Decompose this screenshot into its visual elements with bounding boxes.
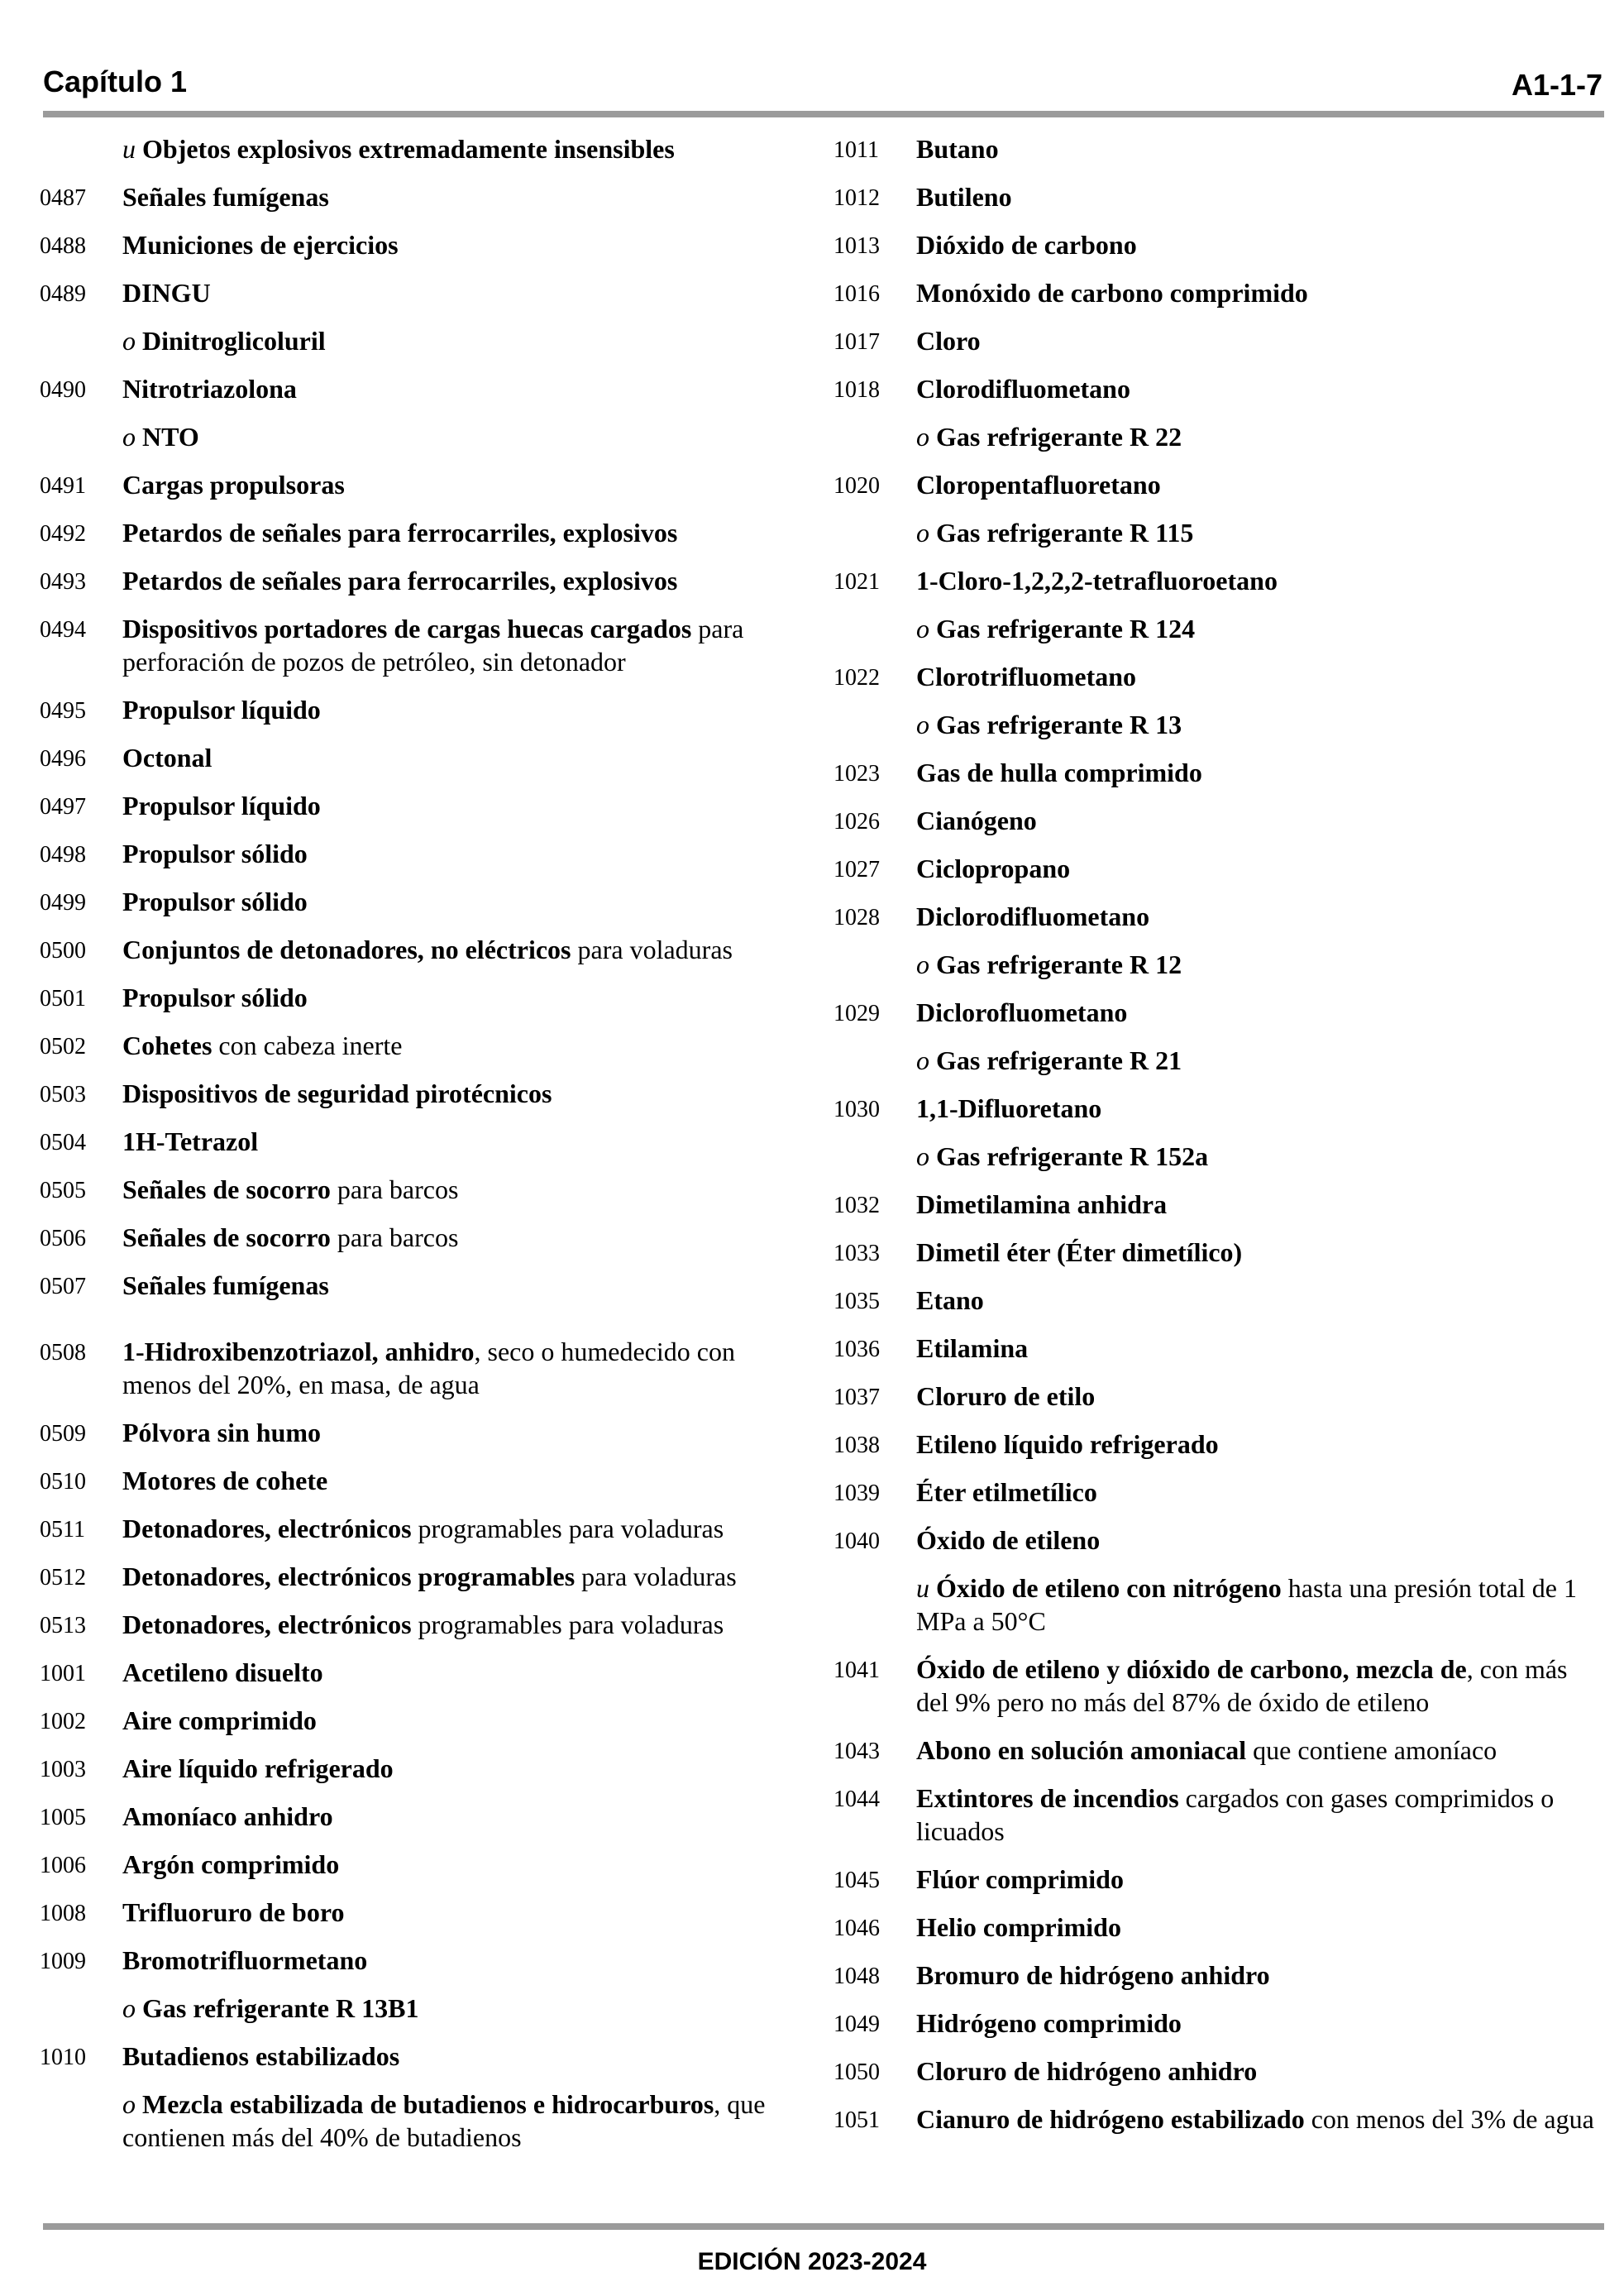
connector: o [916, 1045, 936, 1075]
list-item [833, 564, 1594, 597]
list-item [833, 1863, 1594, 1896]
un-number: 0498 [40, 842, 86, 868]
list-item [833, 372, 1594, 405]
list-item [40, 1029, 800, 1062]
substance-name: Nitrotriazolona [122, 374, 297, 404]
un-number: 1009 [40, 1949, 86, 1974]
un-number: 0511 [40, 1517, 85, 1543]
list-item [833, 852, 1594, 885]
list-item [40, 324, 800, 357]
substance-name: Gas refrigerante R 22 [936, 422, 1182, 452]
page-number: A1-1-7 [1511, 68, 1603, 102]
list-item [40, 693, 800, 726]
list-item [833, 1140, 1594, 1173]
list-item [833, 756, 1594, 789]
list-item [40, 933, 800, 966]
list-item [833, 1188, 1594, 1221]
substance-name: Objetos explosivos extremadamente insensibles [142, 134, 675, 164]
un-number: 1050 [833, 2059, 880, 2085]
un-number: 1022 [833, 665, 880, 691]
substance-name: Aire comprimido [122, 1705, 317, 1735]
substance-name: Cloruro de hidrógeno anhidro [916, 2056, 1258, 2086]
un-number: 1008 [40, 1901, 86, 1926]
list-item [833, 1380, 1594, 1413]
description: que contiene amoníaco [1246, 1735, 1497, 1765]
list-item [40, 612, 800, 678]
un-number: 0504 [40, 1130, 86, 1155]
list-item [833, 1044, 1594, 1077]
description: para perforación de pozos de petróleo, sin detonador [122, 614, 744, 677]
substance-name: Señales fumígenas [122, 1270, 329, 1300]
substance-name: 1H-Tetrazol [122, 1126, 259, 1156]
substance-name: Hidrógeno comprimido [916, 2008, 1182, 2038]
substance-name: Detonadores, electrónicos [122, 1610, 412, 1639]
substance-name: Bromuro de hidrógeno anhidro [916, 1960, 1270, 1990]
list-item [833, 1092, 1594, 1125]
chapter-title: Capítulo 1 [43, 65, 188, 98]
un-number: 0489 [40, 281, 86, 307]
substance-name: Señales de socorro [122, 1174, 331, 1204]
substance-name: Detonadores, electrónicos [122, 1514, 412, 1543]
substance-name: Pólvora sin humo [122, 1418, 322, 1447]
substance-name: Clorodifluometano [916, 374, 1130, 404]
list-item [40, 741, 800, 774]
substance-name: Cargas propulsoras [122, 470, 345, 500]
substance-name: 1-Cloro-1,2,2,2-tetrafluoroetano [916, 566, 1278, 596]
list-item [833, 420, 1594, 453]
un-number: 1023 [833, 761, 880, 787]
substance-name: Propulsor sólido [122, 983, 308, 1012]
substance-name: Amoníaco anhidro [122, 1801, 333, 1831]
list-item [40, 1464, 800, 1497]
un-number: 1029 [833, 1001, 880, 1026]
list-item [833, 2054, 1594, 2088]
un-number: 0499 [40, 890, 86, 916]
un-number: 1051 [833, 2107, 880, 2133]
substance-name: Óxido de etileno y dióxido de carbono, mezcla de [916, 1654, 1467, 1684]
description: programables para voladuras [411, 1610, 724, 1639]
un-number: 1046 [833, 1916, 880, 1941]
substance-name: Bromotrifluormetano [122, 1945, 368, 1975]
substance-name: 1,1-Difluoretano [916, 1093, 1102, 1123]
un-number: 0492 [40, 521, 86, 547]
un-number: 1006 [40, 1853, 86, 1878]
list-item [833, 1782, 1594, 1848]
substance-name: Petardos de señales para ferrocarriles, explosivos [122, 518, 678, 548]
un-number: 1018 [833, 377, 880, 403]
list-item [833, 276, 1594, 309]
list-item [40, 1335, 800, 1401]
substance-name: Gas refrigerante R 152a [936, 1141, 1209, 1171]
list-item [833, 1959, 1594, 1992]
list-item [833, 1523, 1594, 1557]
list-item [40, 1704, 800, 1737]
substance-name: Propulsor sólido [122, 839, 308, 868]
substance-name: Conjuntos de detonadores, no eléctricos [122, 935, 571, 964]
list-item [40, 228, 800, 261]
connector: o [122, 326, 142, 356]
substance-name: Dimetilamina anhidra [916, 1189, 1168, 1219]
list-item [833, 708, 1594, 741]
substance-name: Óxido de etileno con nitrógeno [936, 1573, 1282, 1603]
un-number: 0509 [40, 1421, 86, 1447]
substance-name: Mezcla estabilizada de butadienos e hidrocarburos [142, 2089, 714, 2119]
un-number: 0491 [40, 473, 86, 499]
substance-name: Butadienos estabilizados [122, 2041, 400, 2071]
list-item [40, 885, 800, 918]
list-item [40, 1560, 800, 1593]
un-number: 1037 [833, 1385, 880, 1410]
list-item [833, 516, 1594, 549]
un-number: 0507 [40, 1274, 86, 1299]
un-number: 1012 [833, 185, 880, 211]
substance-name: Cloruro de etilo [916, 1381, 1096, 1411]
substance-name: Gas refrigerante R 12 [936, 949, 1182, 979]
un-number: 0488 [40, 233, 86, 259]
substance-name: Dimetil éter (Éter dimetílico) [916, 1237, 1243, 1267]
list-item [40, 1656, 800, 1689]
substance-name: Gas refrigerante R 115 [936, 518, 1194, 548]
list-item [40, 516, 800, 549]
un-number: 1030 [833, 1097, 880, 1122]
un-number: 1027 [833, 857, 880, 883]
connector: o [122, 422, 142, 452]
list-item [833, 2007, 1594, 2040]
list-item [833, 1734, 1594, 1767]
list-item [40, 1752, 800, 1785]
un-number: 0502 [40, 1034, 86, 1060]
substance-name: NTO [142, 422, 199, 452]
substance-name: Cloro [916, 326, 981, 356]
substance-name: Municiones de ejercicios [122, 230, 399, 260]
substance-name: Detonadores, electrónicos programables [122, 1562, 576, 1591]
connector: u [122, 134, 142, 164]
footer-divider [43, 2223, 1604, 2230]
un-number: 1043 [833, 1739, 880, 1764]
substance-name: Gas refrigerante R 13B1 [142, 1993, 419, 2023]
un-number: 1010 [40, 2045, 86, 2070]
substance-name: Abono en solución amoniacal [916, 1735, 1247, 1765]
un-number: 0487 [40, 185, 86, 211]
substance-name: Propulsor líquido [122, 695, 321, 725]
un-number: 1040 [833, 1528, 880, 1554]
connector: o [916, 422, 936, 452]
list-item [40, 1800, 800, 1833]
list-item [40, 1269, 800, 1302]
un-number: 0494 [40, 617, 86, 643]
list-item [833, 1653, 1594, 1719]
substance-name: Flúor comprimido [916, 1864, 1124, 1894]
substance-name: Diclorodifluometano [916, 902, 1150, 931]
connector: o [916, 518, 936, 548]
description: para voladuras [571, 935, 733, 964]
un-number: 1045 [833, 1868, 880, 1893]
list-item [833, 1911, 1594, 1944]
un-number: 0510 [40, 1469, 86, 1495]
substance-name: Butano [916, 134, 999, 164]
substance-name: Señales fumígenas [122, 182, 329, 212]
un-number: 0506 [40, 1226, 86, 1251]
connector: o [122, 2089, 142, 2119]
substance-name: Etano [916, 1285, 984, 1315]
list-item [833, 1476, 1594, 1509]
substance-name: Éter etilmetílico [916, 1477, 1097, 1507]
substance-name: Dinitroglicoluril [142, 326, 326, 356]
substance-name: Dióxido de carbono [916, 230, 1137, 260]
list-item [833, 1428, 1594, 1461]
substance-name: Gas refrigerante R 21 [936, 1045, 1182, 1075]
list-item [833, 1332, 1594, 1365]
substance-name: Óxido de etileno [916, 1525, 1101, 1555]
un-number: 0493 [40, 569, 86, 595]
list-item [833, 612, 1594, 645]
substance-name: Ciclopropano [916, 854, 1071, 883]
list-item [40, 1992, 800, 2025]
list-item [40, 2088, 800, 2154]
un-number: 1002 [40, 1709, 86, 1734]
substance-name: Extintores de incendios [916, 1783, 1179, 1813]
list-item [40, 2040, 800, 2073]
right-column [833, 132, 1594, 2150]
substance-name: Argón comprimido [122, 1849, 340, 1879]
substance-name: Gas refrigerante R 13 [936, 710, 1182, 739]
substance-name: Trifluoruro de boro [122, 1897, 345, 1927]
list-item [833, 2102, 1594, 2136]
list-item [40, 1221, 800, 1254]
un-number: 1020 [833, 473, 880, 499]
substance-name: Gas de hulla comprimido [916, 758, 1202, 787]
list-item [833, 1571, 1594, 1638]
description: hasta una presión total de 1 MPa a 50°C [916, 1573, 1577, 1636]
substance-name: Propulsor sólido [122, 887, 308, 916]
list-item [40, 132, 800, 165]
list-item [833, 324, 1594, 357]
substance-name: Propulsor líquido [122, 791, 321, 820]
connector: u [916, 1573, 936, 1603]
left-column [40, 132, 800, 2169]
header-divider [43, 111, 1604, 117]
list-item [40, 1077, 800, 1110]
un-number: 1021 [833, 569, 880, 595]
connector: o [916, 710, 936, 739]
list-item [833, 132, 1594, 165]
un-number: 1003 [40, 1757, 86, 1782]
substance-name: Monóxido de carbono comprimido [916, 278, 1308, 308]
substance-name: Dispositivos de seguridad pirotécnicos [122, 1079, 552, 1108]
un-number: 0490 [40, 377, 86, 403]
substance-name: Cianuro de hidrógeno estabilizado [916, 2104, 1305, 2134]
un-number: 1017 [833, 329, 880, 355]
un-number: 1039 [833, 1480, 880, 1506]
substance-name: Diclorofluometano [916, 997, 1128, 1027]
list-item [833, 804, 1594, 837]
list-item [40, 981, 800, 1014]
connector: o [916, 1141, 936, 1171]
description: para voladuras [575, 1562, 737, 1591]
un-number: 0505 [40, 1178, 86, 1203]
un-number: 1038 [833, 1433, 880, 1458]
connector: o [916, 949, 936, 979]
un-number: 1036 [833, 1337, 880, 1362]
substance-name: Aire líquido refrigerado [122, 1753, 394, 1783]
substance-name: DINGU [122, 278, 211, 308]
list-item [40, 180, 800, 213]
un-number: 1049 [833, 2011, 880, 2037]
un-number: 0513 [40, 1613, 86, 1638]
un-number: 1001 [40, 1661, 86, 1686]
list-item [40, 468, 800, 501]
description: para barcos [330, 1174, 459, 1204]
list-item [40, 1608, 800, 1641]
substance-name: Etilamina [916, 1333, 1029, 1363]
substance-name: Petardos de señales para ferrocarriles, explosivos [122, 566, 678, 596]
un-number: 0497 [40, 794, 86, 820]
substance-name: Señales de socorro [122, 1222, 331, 1252]
list-item [40, 420, 800, 453]
list-item [833, 900, 1594, 933]
substance-name: Motores de cohete [122, 1466, 328, 1495]
un-number: 1026 [833, 809, 880, 835]
un-number: 1041 [833, 1657, 880, 1683]
description: con cabeza inerte [212, 1031, 403, 1060]
connector: o [122, 1993, 142, 2023]
list-item [833, 660, 1594, 693]
substance-name: Helio comprimido [916, 1912, 1121, 1942]
description: con menos del 3% de agua [1304, 2104, 1594, 2134]
un-number: 1035 [833, 1289, 880, 1314]
un-number: 1011 [833, 137, 879, 163]
list-item [40, 1848, 800, 1881]
list-item [833, 996, 1594, 1029]
substance-name: Butileno [916, 182, 1012, 212]
un-number: 0512 [40, 1565, 86, 1590]
description: programables para voladuras [411, 1514, 724, 1543]
substance-name: Octonal [122, 743, 213, 773]
edition-footer: EDICIÓN 2023-2024 [697, 2248, 927, 2275]
substance-name: Clorotrifluometano [916, 662, 1137, 691]
description: cargados con gases comprimidos o licuados [916, 1783, 1555, 1846]
list-item [40, 789, 800, 822]
list-item [40, 1416, 800, 1449]
list-item [833, 1236, 1594, 1269]
list-item [40, 564, 800, 597]
substance-name: Etileno líquido refrigerado [916, 1429, 1219, 1459]
substance-name: Cianógeno [916, 806, 1037, 835]
un-number: 1048 [833, 1964, 880, 1989]
un-number: 0496 [40, 746, 86, 772]
un-number: 1033 [833, 1241, 880, 1266]
un-number: 1044 [833, 1787, 880, 1812]
un-number: 0508 [40, 1340, 86, 1366]
list-item [40, 276, 800, 309]
description: , seco o humedecido con menos del 20%, en masa, de agua [122, 1337, 735, 1399]
list-item [833, 180, 1594, 213]
un-number: 0503 [40, 1082, 86, 1107]
un-number: 0500 [40, 938, 86, 964]
substance-name: Gas refrigerante R 124 [936, 614, 1196, 643]
list-item [40, 1944, 800, 1977]
list-item [833, 948, 1594, 981]
substance-name: Acetileno disuelto [122, 1657, 323, 1687]
list-item [833, 228, 1594, 261]
un-number: 1016 [833, 281, 880, 307]
list-item [40, 1512, 800, 1545]
list-item [40, 1896, 800, 1929]
list-item [40, 372, 800, 405]
un-number: 0501 [40, 986, 86, 1012]
un-number: 1005 [40, 1805, 86, 1830]
list-item [833, 468, 1594, 501]
list-item [40, 1125, 800, 1158]
substance-name: 1-Hidroxibenzotriazol, anhidro [122, 1337, 475, 1366]
un-number: 1028 [833, 905, 880, 930]
description: para barcos [330, 1222, 459, 1252]
substance-name: Cloropentafluoretano [916, 470, 1161, 500]
list-item [40, 1173, 800, 1206]
description: , que contienen más del 40% de butadienos [122, 2089, 766, 2152]
un-number: 0495 [40, 698, 86, 724]
list-item [40, 837, 800, 870]
substance-name: Cohetes [122, 1031, 213, 1060]
un-number: 1013 [833, 233, 880, 259]
description: , con más del 9% pero no más del 87% de óxido de etileno [916, 1654, 1568, 1717]
substance-name: Dispositivos portadores de cargas huecas cargados [122, 614, 692, 643]
connector: o [916, 614, 936, 643]
list-item [833, 1284, 1594, 1317]
un-number: 1032 [833, 1193, 880, 1218]
